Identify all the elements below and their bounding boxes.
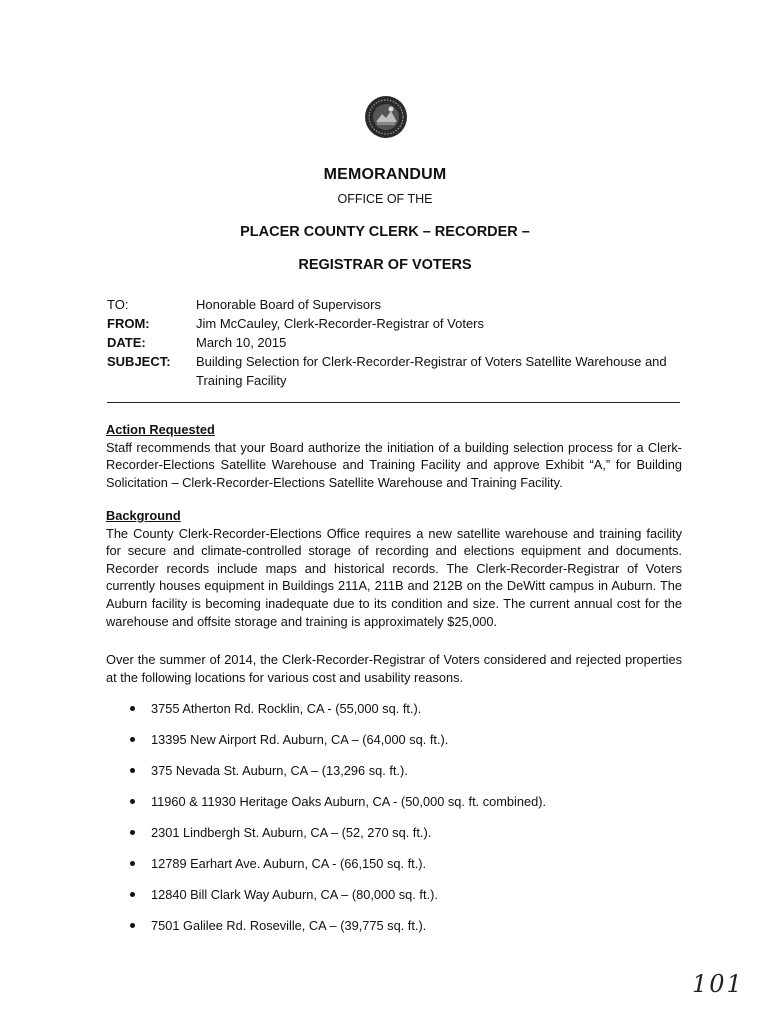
bullet-icon xyxy=(130,892,135,897)
list-item xyxy=(127,700,667,731)
action-requested-section xyxy=(106,421,682,491)
memo-field-from xyxy=(107,314,687,333)
location-text: 13395 New Airport Rd. Auburn, CA – (64,000 sq. ft.). xyxy=(151,732,449,747)
location-text: 375 Nevada St. Auburn, CA – (13,296 sq. ft.). xyxy=(151,763,408,778)
office-name-line-1: PLACER COUNTY CLERK – RECORDER – xyxy=(240,224,530,240)
office-of-label: OFFICE OF THE xyxy=(337,192,433,206)
field-label: DATE: xyxy=(107,335,146,350)
list-item xyxy=(127,886,667,917)
memo-field-to xyxy=(107,295,687,314)
paragraph-text: Over the summer of 2014, the Clerk-Recorder-Registrar of Voters considered and rejected properties at the following locations for various cost and usability reasons. xyxy=(106,652,682,685)
header-divider xyxy=(107,402,680,403)
field-value: Jim McCauley, Clerk-Recorder-Registrar of Voters xyxy=(196,316,484,331)
location-text: 12789 Earhart Ave. Auburn, CA - (66,150 sq. ft.). xyxy=(151,856,427,871)
handwritten-page-number: 101 xyxy=(692,970,744,998)
memo-field-subject xyxy=(107,352,687,390)
location-text: 11960 & 11930 Heritage Oaks Auburn, CA - (50,000 sq. ft. combined). xyxy=(151,794,547,809)
county-seal-icon xyxy=(364,95,408,139)
bullet-icon xyxy=(130,768,135,773)
list-item xyxy=(127,917,667,948)
memo-title: MEMORANDUM xyxy=(323,166,447,183)
field-value: Building Selection for Clerk-Recorder-Registrar of Voters Satellite Warehouse and Training Facility xyxy=(196,354,667,388)
background-section xyxy=(106,507,682,630)
location-text: 3755 Atherton Rd. Rocklin, CA - (55,000 sq. ft.). xyxy=(151,701,422,716)
field-label: SUBJECT: xyxy=(107,354,171,369)
bullet-icon xyxy=(130,706,135,711)
list-item xyxy=(127,731,667,762)
location-list xyxy=(127,700,667,948)
bullet-icon xyxy=(130,923,135,928)
bullet-icon xyxy=(130,861,135,866)
office-name-line-2: REGISTRAR OF VOTERS xyxy=(298,257,472,273)
field-value: March 10, 2015 xyxy=(196,335,287,350)
section-heading: Background xyxy=(106,508,181,523)
list-item xyxy=(127,855,667,886)
location-text: 7501 Galilee Rd. Roseville, CA – (39,775 sq. ft.). xyxy=(151,918,427,933)
location-text: 2301 Lindbergh St. Auburn, CA – (52, 270 sq. ft.). xyxy=(151,825,432,840)
field-value: Honorable Board of Supervisors xyxy=(196,297,381,312)
section-text: Staff recommends that your Board authorize the initiation of a building selection process for a Clerk-Recorder-Elections Satellite Warehouse and Training Facility and approve Exhibit “A,” for Building Solicitation – Clerk-Recorder-Elections Satellite Warehouse and Training Facility. xyxy=(106,439,682,490)
section-text: The County Clerk-Recorder-Elections Office requires a new satellite warehouse and training facility for secure and climate-controlled storage of recording and elections equipment and documents. Recorder records include maps and historical records. The Clerk-Recorder-Registrar of Voters currently houses equipment in Buildings 211A, 211B and 212B on the DeWitt campus in Auburn. The Auburn facility is becoming inadequate due to its condition and size. The current annual cost for the warehouse and offsite storage and training is approximately $25,000. xyxy=(106,525,682,629)
summer-paragraph xyxy=(106,651,682,686)
memo-field-date xyxy=(107,333,687,352)
list-item xyxy=(127,793,667,824)
field-label: FROM: xyxy=(107,316,150,331)
list-item xyxy=(127,824,667,855)
bullet-icon xyxy=(130,799,135,804)
list-item xyxy=(127,762,667,793)
section-heading: Action Requested xyxy=(106,422,215,437)
bullet-icon xyxy=(130,737,135,742)
bullet-icon xyxy=(130,830,135,835)
location-text: 12840 Bill Clark Way Auburn, CA – (80,000 sq. ft.). xyxy=(151,887,438,902)
field-label: TO: xyxy=(107,297,129,312)
memo-header-fields xyxy=(107,295,687,390)
